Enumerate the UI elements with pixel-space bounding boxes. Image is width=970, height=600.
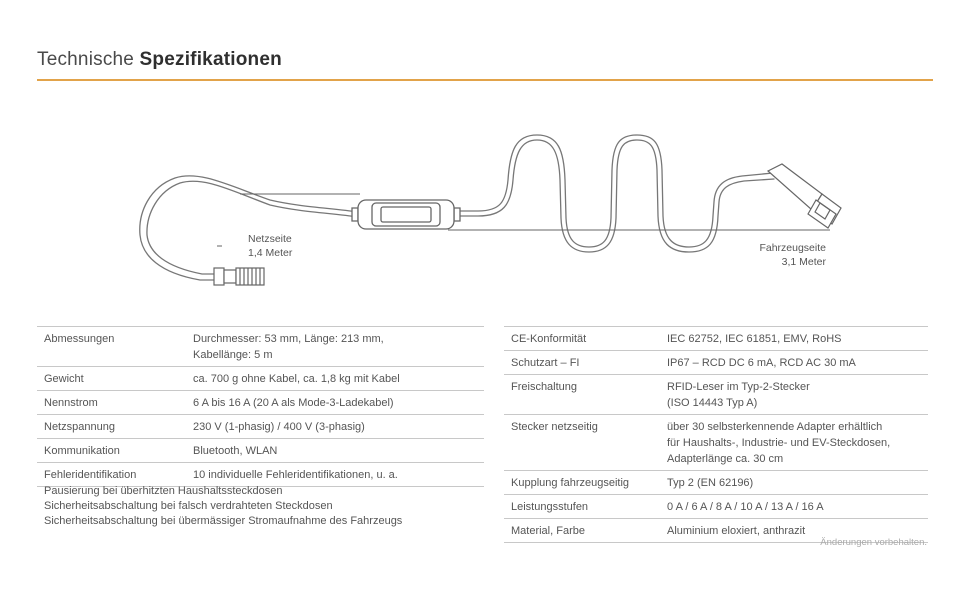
note-item: Pausierung bei überhitzten Haushaltssteckdosen — [44, 485, 283, 497]
spec-value-line: Durchmesser: 53 mm, Länge: 213 mm, — [193, 333, 384, 345]
spec-value-line: über 30 selbsterkennende Adapter erhältlich — [667, 421, 883, 433]
spec-value — [660, 495, 928, 519]
spec-label: Gewicht — [37, 367, 186, 391]
spec-value — [186, 391, 484, 415]
title-light: Technische — [37, 49, 135, 70]
spec-table-right — [504, 326, 928, 543]
spec-row — [504, 351, 928, 375]
spec-label: Kupplung fahrzeugseitig — [504, 471, 660, 495]
label-netzseite — [248, 232, 292, 260]
cable-vehicle-inner — [454, 140, 774, 252]
spec-row — [37, 463, 484, 487]
spec-row — [504, 495, 928, 519]
fahrzeugseite-title: Fahrzeugseite — [759, 242, 826, 254]
spec-value — [186, 439, 484, 463]
spec-label: Material, Farbe — [504, 519, 660, 543]
spec-row — [504, 471, 928, 495]
spec-value-line: Kabellänge: 5 m — [193, 349, 273, 361]
spec-value — [660, 351, 928, 375]
spec-value — [186, 463, 484, 487]
spec-label: Freischaltung — [504, 375, 660, 415]
spec-row — [37, 439, 484, 463]
disclaimer: Änderungen vorbehalten. — [820, 537, 927, 548]
spec-value — [660, 415, 928, 471]
netzseite-length: 1,4 Meter — [248, 247, 293, 259]
spec-value-line: IEC 62752, IEC 61851, EMV, RoHS — [667, 333, 842, 345]
spec-value-line: Bluetooth, WLAN — [193, 445, 278, 457]
spec-value-line: für Haushalts-, Industrie- und EV-Steckdosen, — [667, 437, 891, 449]
spec-value-line: ca. 700 g ohne Kabel, ca. 1,8 kg mit Kabel — [193, 373, 400, 385]
spec-value-line: Typ 2 (EN 62196) — [667, 477, 754, 489]
type2-plug — [768, 164, 841, 228]
spec-label: Abmessungen — [37, 327, 186, 367]
spec-value-line: IP67 – RCD DC 6 mA, RCD AC 30 mA — [667, 357, 856, 369]
spec-row — [37, 415, 484, 439]
spec-label: Leistungsstufen — [504, 495, 660, 519]
fahrzeugseite-length: 3,1 Meter — [781, 256, 826, 268]
spec-value — [660, 375, 928, 415]
spec-table-left — [37, 326, 484, 487]
spec-label: CE-Konformität — [504, 327, 660, 351]
title-underline — [37, 79, 933, 81]
spec-value — [186, 367, 484, 391]
spec-label: Stecker netzseitig — [504, 415, 660, 471]
spec-label: Kommunikation — [37, 439, 186, 463]
spec-row — [504, 375, 928, 415]
title-bold: Spezifikationen — [139, 49, 282, 70]
spec-value-line: 230 V (1-phasig) / 400 V (3-phasig) — [193, 421, 365, 433]
spec-value-line: Aluminium eloxiert, anthrazit — [667, 525, 806, 537]
spec-value-line: (ISO 14443 Typ A) — [667, 397, 758, 409]
spec-value — [660, 327, 928, 351]
spec-value-line: RFID-Leser im Typ-2-Stecker — [667, 381, 810, 393]
cable-diagram — [0, 90, 970, 320]
spec-value — [660, 471, 928, 495]
spec-value-line: 0 A / 6 A / 8 A / 10 A / 13 A / 16 A — [667, 501, 824, 513]
spec-row — [37, 367, 484, 391]
netzseite-title: Netzseite — [248, 233, 292, 245]
spec-row — [37, 327, 484, 367]
grid-plug — [214, 268, 264, 285]
spec-label: Netzspannung — [37, 415, 186, 439]
spec-value-line: 10 individuelle Fehleridentifikationen, u. a. — [193, 469, 398, 481]
spec-label: Fehleridentifikation — [37, 463, 186, 487]
spec-value-line: 6 A bis 16 A (20 A als Mode-3-Ladekabel) — [193, 397, 394, 409]
spec-value — [186, 415, 484, 439]
spec-label: Nennstrom — [37, 391, 186, 415]
note-item: Sicherheitsabschaltung bei übermässiger Stromaufnahme des Fahrzeugs — [44, 515, 403, 527]
label-fahrzeugseite — [700, 241, 826, 269]
fault-notes — [44, 484, 402, 529]
spec-row — [504, 415, 928, 471]
spec-value-line: Adapterlänge ca. 30 cm — [667, 453, 784, 465]
page-title — [37, 49, 282, 71]
control-box — [352, 200, 460, 229]
spec-label: Schutzart – FI — [504, 351, 660, 375]
spec-row — [504, 327, 928, 351]
cable-adapter-inner — [147, 181, 358, 274]
spec-value — [186, 327, 484, 367]
note-item: Sicherheitsabschaltung bei falsch verdrahteten Steckdosen — [44, 500, 333, 512]
spec-row — [37, 391, 484, 415]
